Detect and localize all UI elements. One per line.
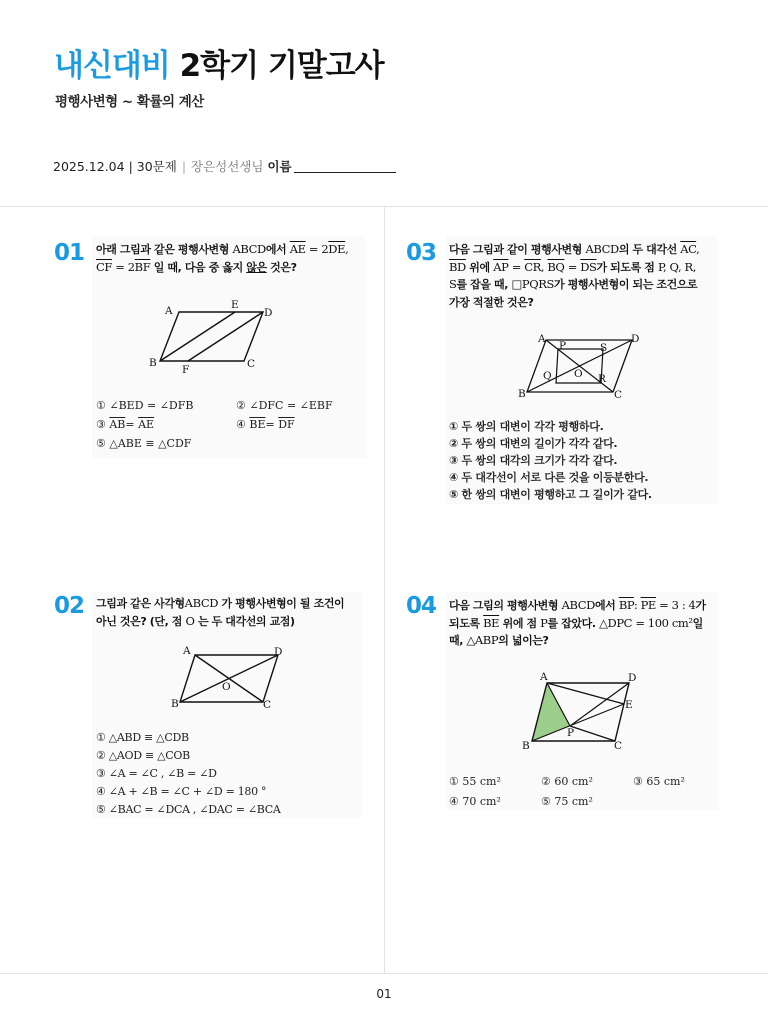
q3-text-part: 가장 적절한 것은? [449,295,534,309]
q1-math: = 2 [305,242,329,256]
q1-math: , [345,242,349,256]
q3-option[interactable]: ⑤ 한 쌍의 대변이 평행하고 그 길이가 같다. [449,488,652,501]
q1-math: $\overline{DF}$ [278,418,295,431]
q3-math: = [508,259,525,274]
q1-math: = [265,418,279,431]
q4-text-part: 위에 점 [499,616,537,630]
q3-text-part: 가 평행사변형이 되는 조건으로 [554,278,698,291]
q3-math: ABCD [585,242,619,256]
q1-math: $\overline{AB}$ [109,418,126,431]
name-field[interactable] [294,172,396,173]
q4-label: E [625,699,633,711]
question-count: 30문제 [136,159,177,174]
q2-text-part: 아닌 것은? (단, 점 [96,614,183,628]
exam-meta [53,157,396,175]
q1-option[interactable]: ② ∠DFC = ∠EBF [236,399,333,412]
q4-text [449,597,719,650]
q1-label: F [182,364,190,376]
q4-math: = 3 : 4 [655,598,696,612]
q3-label: O [574,368,583,380]
q4-math: $\overline{PE}$ [640,598,656,612]
column-divider [384,207,385,973]
q3-math: $\overline{DS}$ [580,259,597,274]
q2-option[interactable]: ① △ABD ≡ △CDB [96,731,189,744]
exam-date: 2025.12.04 [53,159,125,174]
teacher-name: 장은성선생님 [191,159,264,174]
name-label: 이름 [267,159,292,174]
q1-text-part: 일 때, 다음 중 옳지 [153,260,243,274]
q4-options [449,772,717,812]
q4-math: ABCD [561,598,595,612]
q2-math: ABCD [184,596,219,610]
q2-options [96,729,281,819]
q1-label: D [264,307,273,319]
q4-math: P [540,615,548,630]
q3-math: $\overline{AC}$ [680,242,697,256]
q4-text-part: 다음 그림의 평행사변형 [449,599,559,612]
q4-figure [518,668,648,758]
q3-label: Q [543,370,552,382]
q1-math: $\overline{CF}$ [96,259,112,274]
q4-text-part: 를 잡았다. [547,616,596,630]
q2-label: B [171,698,179,710]
footer-divider [0,973,768,974]
q4-math: $\overline{BE}$ [483,615,500,630]
q4-text-part: 가 [695,599,706,612]
q2-label: D [274,646,283,658]
q1-label: B [149,357,157,369]
q3-text [449,241,719,311]
q3-label: S [600,342,608,354]
q3-options [449,418,652,503]
page-subtitle: 평행사변형 ~ 확률의 계산 [55,94,204,110]
q1-math: = 2 [111,259,135,274]
page-number: 01 [376,987,392,1001]
q4-option[interactable]: ① 55 cm² [449,775,501,788]
q3-option[interactable]: ① 두 쌍의 대변이 각각 평행하다. [449,420,604,433]
q1-text-part: 아래 그림과 같은 평행사변형 [96,243,229,256]
q3-label: A [538,333,546,345]
q3-math: $\overline{BQ}$ [547,259,565,274]
q3-label: D [631,333,640,345]
q4-math: △ABP [466,633,499,647]
q3-figure [516,330,646,406]
q1-figure [146,296,276,380]
q4-text-part: 에서 [594,599,616,612]
q4-text-part: 되도록 [449,616,480,630]
q3-label: B [518,388,526,400]
q1-math: $\overline{BE}$ [249,418,266,431]
q3-text-part: 위에 [465,260,494,274]
title-main: 2학기 기말고사 [179,48,384,84]
q2-number: 02 [54,593,85,619]
q3-option[interactable]: ② 두 쌍의 대변의 길이가 각각 같다. [449,437,618,450]
q3-math: = [564,259,581,274]
q1-math: = [125,418,139,431]
q4-label: D [628,672,637,684]
q4-number: 04 [406,593,437,619]
q2-option[interactable]: ② △AOD ≡ △COB [96,749,190,762]
q4-text-part: 때, [449,634,464,647]
q3-label: C [614,389,623,401]
q4-option[interactable]: ③ 65 cm² [633,775,685,788]
q1-label: E [231,299,239,311]
q4-option[interactable]: ④ 70 cm² [449,795,501,808]
q3-math: $\overline{AP}$ [493,259,509,274]
q4-text-part: 의 넓이는? [498,634,549,647]
q3-math: P, Q, R, [657,259,696,274]
q1-option-num: ③ [96,418,110,431]
q1-option[interactable] [96,415,154,434]
q1-math: $\overline{DE}$ [328,242,346,256]
q3-option[interactable]: ③ 두 쌍의 대각의 크기가 각각 같다. [449,454,618,467]
q3-math: S [449,277,457,291]
q3-math: □PQRS [511,277,555,291]
q1-math: $\overline{AE}$ [289,242,306,256]
q4-label: P [567,727,575,739]
q1-math: ABCD [232,242,266,256]
q4-math: $\overline{BP}$ [618,598,634,612]
q2-figure [168,642,288,718]
q2-option[interactable]: ④ ∠A + ∠B = ∠C + ∠D = 180 ° [96,785,267,798]
q4-label: B [522,740,530,752]
q4-math: △DPC = 100 cm² [599,615,693,630]
q3-math: $\overline{CR}$ [524,259,541,274]
q2-text-part: 가 평행사변형이 될 조건이 [218,597,345,610]
q3-text-part: 다음 그림과 같이 평행사변형 [449,243,582,256]
q1-text-part: 것은? [270,260,297,274]
meta-sep: | [181,159,187,174]
q3-math: $\overline{BD}$ [449,259,466,274]
q1-label: A [165,305,173,317]
q2-text [96,595,366,630]
q2-math: O [185,613,195,628]
q1-options [96,396,366,456]
q4-text-part: 일 [692,616,703,630]
q4-option[interactable]: ② 60 cm² [541,775,593,788]
q1-label: C [247,358,256,370]
title-accent: 내신대비 [54,48,170,84]
q1-math: $\overline{BF}$ [134,259,151,274]
q3-text-part: 의 두 대각선 [618,243,677,256]
q1-option-num: ④ [236,418,250,431]
q3-option[interactable]: ④ 두 대각선이 서로 다른 것을 이등분한다. [449,471,649,484]
q1-math: $\overline{AE}$ [138,418,155,431]
q3-text-part: 를 잡을 때, [456,278,512,291]
q1-option[interactable]: ① ∠BED = ∠DFB [96,399,194,412]
q4-label: A [540,671,548,683]
q2-label: C [263,699,272,711]
q3-label: R [598,373,606,385]
q2-option[interactable]: ⑤ ∠BAC = ∠DCA , ∠DAC = ∠BCA [96,803,281,816]
q3-label: P [559,340,567,352]
q1-text [96,241,366,276]
q3-math: , [696,242,700,256]
q2-label: O [222,681,231,693]
q1-text-part: 않은 [246,260,267,274]
q1-text-part: 에서 [265,243,287,256]
q1-option[interactable] [236,415,295,434]
q2-label: A [183,645,191,657]
q2-text-part: 그림과 같은 사각형 [96,597,185,610]
q4-math: : [633,598,641,612]
q3-math: , [540,259,548,274]
q4-option[interactable]: ⑤ 75 cm² [541,795,593,808]
meta-sep: | [128,159,133,174]
q1-option[interactable]: ⑤ △ABE ≡ △CDF [96,437,192,450]
q4-label: C [614,740,623,752]
q3-number: 03 [406,240,437,266]
q1-number: 01 [54,240,85,266]
q2-option[interactable]: ③ ∠A = ∠C , ∠B = ∠D [96,767,217,780]
page-title [54,40,384,85]
q2-text-part: 는 두 대각선의 교점) [197,614,295,628]
q3-text-part: 가 되도록 점 [596,260,655,274]
